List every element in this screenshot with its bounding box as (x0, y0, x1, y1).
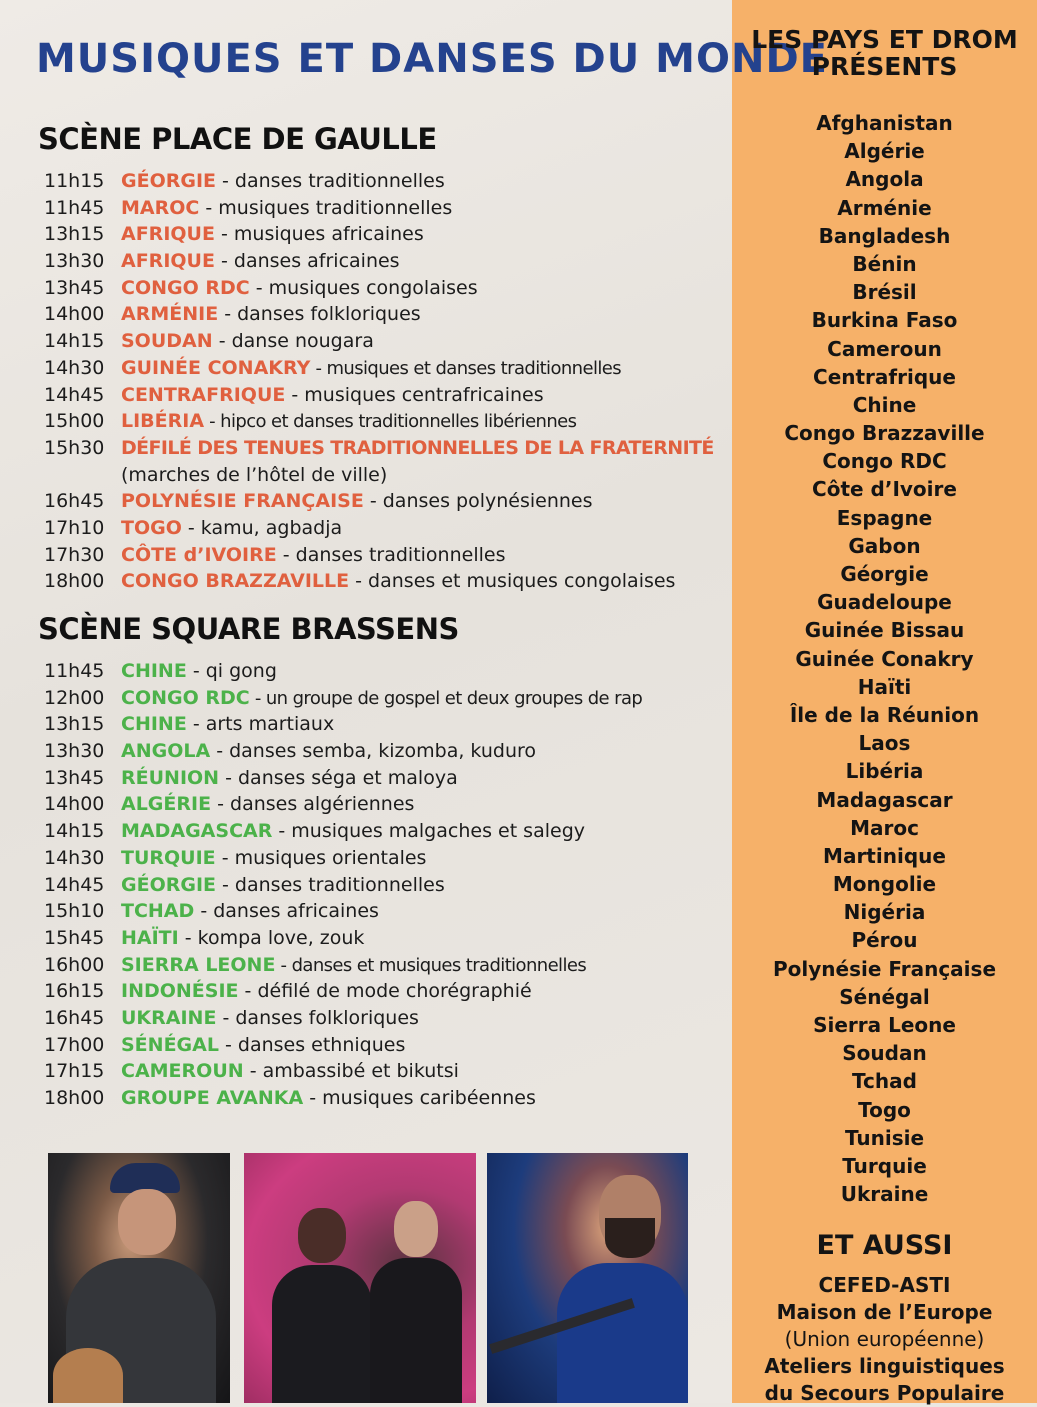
schedule-time: 15h45 (44, 926, 105, 949)
schedule-country: GÉORGIE (121, 170, 216, 192)
schedule-country: POLYNÉSIE FRANÇAISE (121, 490, 364, 513)
aussi-title: ET AUSSI (816, 1230, 953, 1261)
stage-title-square-brassens: SCÈNE SQUARE BRASSENS (38, 612, 459, 646)
schedule-time: 12h00 (44, 686, 105, 709)
aussi-list (732, 1272, 1037, 1407)
schedule-time: 14h15 (44, 330, 105, 353)
schedule-entry (121, 408, 576, 436)
schedule-row (44, 515, 724, 542)
schedule-entry (121, 488, 593, 515)
schedule-description: - un groupe de gospel et deux groupes de rap (249, 687, 643, 709)
schedule-country: MADAGASCAR (121, 820, 273, 843)
country-list (732, 109, 1037, 1208)
schedule-country: AFRIQUE (121, 250, 215, 273)
country-item: Guinée Bissau (804, 618, 965, 643)
country-item: Cameroun (827, 336, 942, 361)
schedule-row (44, 711, 724, 738)
schedule-time: 17h30 (44, 543, 105, 566)
schedule-row (44, 685, 724, 712)
country-item: Centrafrique (813, 364, 956, 389)
schedule-row (44, 488, 724, 515)
schedule-time: 14h00 (44, 303, 105, 326)
country-item: Congo RDC (822, 449, 947, 474)
country-item: Martinique (823, 843, 946, 868)
country-item: Maroc (850, 815, 919, 840)
schedule-row (44, 168, 724, 195)
schedule-country: UKRAINE (121, 1006, 217, 1029)
country-item: Afghanistan (816, 111, 953, 135)
schedule-row (44, 898, 724, 925)
country-item: Guadeloupe (817, 590, 952, 615)
schedule-time: 13h45 (44, 276, 105, 299)
singers-photo (244, 1153, 476, 1403)
country-item: Libéria (845, 759, 924, 784)
schedule-description: - danse nougara (212, 330, 374, 353)
schedule-row (44, 952, 724, 979)
schedule-country: SÉNÉGAL (121, 1033, 219, 1056)
stage-title-place-de-gaulle: SCÈNE PLACE DE GAULLE (38, 122, 437, 156)
schedule-country: ALGÉRIE (121, 793, 212, 816)
schedule-country: RÉUNION (121, 766, 220, 789)
country-item: Bangladesh (818, 223, 951, 248)
schedule-description: - danses polynésiennes (363, 490, 593, 513)
schedule-time: 17h00 (44, 1033, 105, 1056)
schedule-time: 14h30 (44, 356, 105, 379)
schedule-description: - danses algériennes (211, 793, 415, 816)
schedule-time: 13h45 (44, 766, 105, 789)
schedule-country: CAMEROUN (121, 1060, 244, 1083)
schedule-entry (121, 898, 379, 925)
country-item: Brésil (852, 280, 917, 305)
country-item: Sierra Leone (813, 1013, 956, 1037)
schedule-country: GROUPE AVANKA (121, 1087, 304, 1109)
schedule-description: - danses et musiques congolaises (349, 570, 676, 593)
schedule-description: - qi gong (186, 660, 277, 682)
sidebar-title-line1: LES PAYS ET DROM (751, 25, 1018, 54)
country-item: Algérie (844, 139, 925, 164)
country-item: Guinée Conakry (795, 646, 974, 671)
schedule-country: CHINE (121, 713, 187, 736)
schedule-entry (121, 355, 621, 383)
schedule-place-de-gaulle (44, 168, 724, 595)
schedule-description: - musiques caribéennes (303, 1087, 536, 1109)
schedule-country: ARMÉNIE (121, 303, 219, 326)
schedule-row (44, 791, 724, 818)
country-item: Laos (858, 731, 911, 756)
schedule-description: - musiques malgaches et salegy (272, 820, 585, 843)
schedule-row (44, 355, 724, 382)
schedule-entry (121, 738, 536, 765)
schedule-entry (121, 845, 426, 872)
schedule-time: 14h15 (44, 820, 105, 843)
schedule-country: SOUDAN (121, 330, 213, 353)
schedule-row (44, 1032, 724, 1059)
schedule-entry (121, 515, 342, 542)
schedule-row (44, 658, 724, 685)
schedule-row (44, 872, 724, 899)
schedule-time: 15h10 (44, 900, 105, 923)
schedule-entry (121, 818, 585, 845)
schedule-row (44, 221, 724, 248)
country-item: Soudan (842, 1041, 927, 1066)
schedule-entry (121, 435, 714, 462)
schedule-description: - ambassibé et bikutsi (243, 1060, 459, 1083)
schedule-country: TCHAD (121, 900, 195, 923)
page-title: MUSIQUES ET DANSES DU MONDE (36, 36, 828, 82)
schedule-description: - danses africaines (214, 250, 400, 273)
country-item: Mongolie (832, 872, 937, 897)
schedule-entry (121, 925, 364, 952)
aussi-item: CEFED-ASTI (818, 1273, 951, 1297)
schedule-time: 13h15 (44, 713, 105, 736)
country-item: Nigéria (843, 900, 926, 925)
schedule-description: - danses ethniques (218, 1033, 406, 1056)
schedule-description: - danses séga et maloya (219, 766, 458, 789)
schedule-description: - danses folkloriques (218, 303, 421, 326)
schedule-description: - kamu, agbadja (181, 516, 343, 539)
schedule-description: - hipco et danses traditionnelles libériennes (204, 411, 577, 433)
schedule-entry (121, 1085, 536, 1112)
schedule-country: ANGOLA (121, 740, 211, 763)
country-item: Turquie (842, 1153, 927, 1178)
country-item: Bénin (852, 251, 917, 276)
schedule-row (44, 818, 724, 845)
schedule-country: CONGO RDC (121, 276, 250, 299)
sidebar-title (732, 26, 1037, 80)
schedule-country: LIBÉRIA (121, 410, 205, 433)
country-item: Ukraine (840, 1182, 929, 1207)
aussi-item: Ateliers linguistiques (764, 1354, 1005, 1378)
schedule-entry (121, 1058, 459, 1085)
schedule-row (44, 978, 724, 1005)
schedule-row (44, 382, 724, 409)
schedule-description: - danses traditionnelles (216, 873, 445, 896)
schedule-time: 16h45 (44, 490, 105, 513)
country-item: Haïti (857, 674, 912, 699)
schedule-entry (121, 248, 400, 275)
aussi-item: (Union européenne) (784, 1327, 985, 1351)
schedule-country: CENTRAFRIQUE (121, 383, 286, 406)
schedule-description: - danses africaines (194, 900, 379, 923)
schedule-entry (121, 978, 532, 1005)
schedule-country: AFRIQUE (121, 223, 215, 246)
schedule-country: CONGO BRAZZAVILLE (121, 570, 350, 593)
schedule-time: 14h00 (44, 793, 105, 816)
schedule-time: 11h45 (44, 660, 105, 682)
schedule-time: 13h15 (44, 223, 105, 246)
country-item: Congo Brazzaville (784, 421, 985, 446)
schedule-country: HAÏTI (121, 926, 179, 949)
country-item: Sénégal (839, 984, 930, 1009)
schedule-time: 14h45 (44, 383, 105, 406)
schedule-description: - arts martiaux (186, 713, 335, 736)
bassist-photo (487, 1153, 688, 1403)
schedule-time: 17h15 (44, 1060, 105, 1083)
schedule-time: 17h10 (44, 516, 105, 539)
schedule-row (44, 845, 724, 872)
schedule-time: 14h45 (44, 873, 105, 896)
schedule-country: GUINÉE CONAKRY (121, 356, 311, 379)
country-item: Tchad (852, 1069, 917, 1094)
schedule-row (44, 328, 724, 355)
schedule-description: - défilé de mode chorégraphié (238, 980, 532, 1003)
schedule-description: - danses folkloriques (216, 1006, 419, 1029)
schedule-description: - danses traditionnelles (216, 170, 445, 192)
schedule-description: - danses semba, kizomba, kuduro (210, 740, 537, 763)
country-item: Île de la Réunion (789, 702, 980, 727)
country-item: Pérou (851, 928, 918, 953)
schedule-entry (121, 1032, 405, 1059)
schedule-row (44, 301, 724, 328)
schedule-time: 18h00 (44, 570, 105, 593)
country-item: Angola (845, 167, 924, 192)
schedule-description: - danses et musiques traditionnelles (275, 954, 587, 976)
percussionist-photo (48, 1153, 230, 1403)
aussi-item: Maison de l’Europe (776, 1300, 993, 1324)
schedule-country: MAROC (121, 196, 200, 219)
schedule-entry (121, 275, 478, 302)
schedule-time: 15h00 (44, 410, 105, 433)
schedule-country: CÔTE d’IVOIRE (121, 543, 277, 566)
schedule-time: 16h45 (44, 1006, 105, 1029)
schedule-country: INDONÉSIE (121, 980, 239, 1003)
country-item: Burkina Faso (811, 308, 958, 333)
schedule-country: TOGO (121, 516, 182, 539)
schedule-description: - musiques orientales (215, 846, 427, 869)
schedule-entry (121, 542, 505, 569)
schedule-time: 14h30 (44, 846, 105, 869)
schedule-country: CONGO RDC (121, 686, 250, 709)
schedule-entry (121, 791, 414, 818)
schedule-time: 13h30 (44, 250, 105, 273)
schedule-row (44, 1058, 724, 1085)
country-item: Chine (852, 392, 917, 417)
country-item: Madagascar (816, 787, 953, 812)
schedule-row (44, 1085, 724, 1112)
schedule-time: 18h00 (44, 1087, 105, 1109)
schedule-row (44, 765, 724, 792)
schedule-row (44, 542, 724, 569)
schedule-country: SIERRA LEONE (121, 953, 276, 976)
schedule-entry (121, 221, 424, 248)
schedule-row (44, 568, 724, 595)
country-item: Espagne (836, 505, 933, 530)
schedule-entry (121, 195, 452, 222)
schedule-entry (121, 952, 586, 980)
schedule-description: - musiques centrafricaines (285, 383, 544, 406)
schedule-row (44, 738, 724, 765)
schedule-description: - musiques traditionnelles (199, 196, 453, 219)
schedule-country: GÉORGIE (121, 873, 216, 896)
schedule-row (44, 195, 724, 222)
schedule-time: 15h30 (44, 436, 105, 459)
schedule-row (44, 248, 724, 275)
schedule-entry (121, 872, 445, 899)
schedule-entry (121, 765, 458, 792)
schedule-row (44, 408, 724, 435)
schedule-time: 16h00 (44, 953, 105, 976)
schedule-entry (121, 328, 374, 355)
schedule-row (44, 925, 724, 952)
schedule-note: (marches de l’hôtel de ville) (121, 463, 388, 486)
schedule-country: TURQUIE (121, 846, 216, 869)
schedule-entry (121, 382, 544, 409)
schedule-row (44, 275, 724, 302)
country-item: Tunisie (844, 1125, 925, 1150)
schedule-entry (121, 658, 277, 685)
schedule-entry (121, 568, 675, 595)
country-item: Géorgie (840, 562, 929, 586)
schedule-description: - musiques et danses traditionnelles (310, 357, 622, 379)
schedule-country: DÉFILÉ DES TENUES TRADITIONNELLES DE LA FRATERNITÉ (121, 436, 714, 459)
schedule-entry (121, 168, 445, 195)
country-item: Togo (858, 1097, 911, 1122)
schedule-country: CHINE (121, 660, 187, 682)
schedule-square-brassens (44, 658, 724, 1112)
country-item: Gabon (848, 533, 921, 558)
schedule-description: - danses traditionnelles (276, 543, 506, 566)
schedule-entry (121, 685, 642, 713)
sidebar-title-line2: PRÉSENTS (811, 52, 958, 81)
schedule-description: - musiques congolaises (249, 276, 478, 299)
schedule-time: 16h15 (44, 980, 105, 1003)
schedule-entry (121, 1005, 419, 1032)
country-item: Arménie (837, 195, 932, 220)
schedule-time: 11h45 (44, 196, 105, 219)
aussi-item: du Secours Populaire (764, 1381, 1005, 1405)
schedule-entry (121, 301, 421, 328)
country-item: Côte d’Ivoire (812, 477, 957, 502)
schedule-time: 11h15 (44, 170, 105, 192)
schedule-entry (121, 711, 334, 738)
schedule-row (44, 435, 724, 488)
schedule-time: 13h30 (44, 740, 105, 763)
schedule-row (44, 1005, 724, 1032)
schedule-description: - kompa love, zouk (178, 926, 365, 949)
schedule-description: - musiques africaines (214, 223, 424, 246)
country-item: Polynésie Française (772, 956, 997, 981)
